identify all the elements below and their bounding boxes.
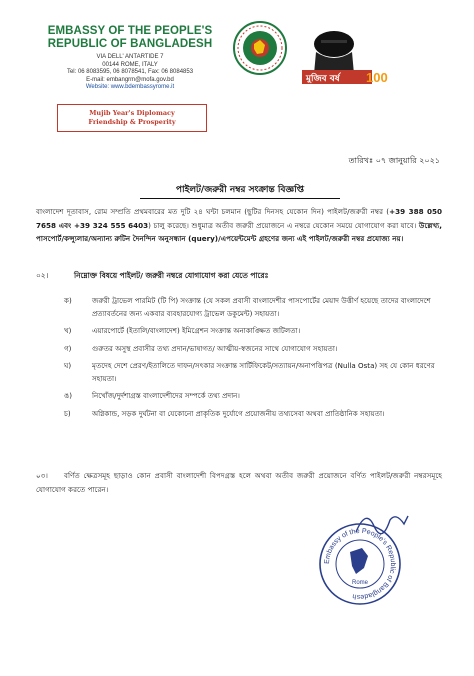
item-label: ঙ) — [64, 391, 72, 400]
section-2-title: নিম্নোক্ত বিষয়ে পাইলট/ জরুরী নম্বরে যোগাযোগ করা যেতে পারেঃ — [74, 271, 269, 280]
item-text: গুরুতর অসুস্থ প্রবাসীর তথ্য প্রদান/ভাষাগত/ আত্মীয়-স্বজনের সাথে যোগাযোগ সহায়তা। — [92, 343, 338, 353]
mujib-year-logo-icon — [296, 24, 392, 90]
slogan-line-1: Mujib Year's Diplomacy — [89, 109, 175, 117]
logo-bengali-text: মুজিব বর্ষ — [306, 74, 340, 84]
slogan-line-2: Friendship & Prosperity — [88, 118, 176, 126]
stamp-ring-text: Embassy of the People's Republic of Bangladesh — [323, 527, 397, 601]
list-item — [36, 408, 442, 421]
item-label: খ) — [64, 326, 72, 335]
slogan-box — [57, 104, 207, 132]
list-item — [36, 325, 442, 338]
item-text: মৃতদেহ দেশে প্রেরণ/ইতালিতে দাফন/সৎকার সংক্রান্ত সার্টিফিকেট/সত্যায়ন/অনাপত্তিপত্র (Nulla Osta) সহ যে কোন ধরণের সহায়তা। — [92, 361, 435, 383]
phone-fax: Tel: 06 8083595, 06 8078541, Fax: 06 8084853 — [66, 69, 194, 75]
section-2-heading — [36, 270, 442, 282]
item-label: গ) — [64, 343, 72, 353]
intro-text-a: বাংলাদেশ দূতাবাস, রোম সম্প্রতি প্রথমবারের মত দুটি ২৪ ঘন্টা চলমান (ছুটির দিনসহ যেকোন দিন) পাইলট/জরুরী নম্বর ( — [36, 207, 390, 216]
intro-bold-note: উল্লেখ্য, পাসপোর্ট/কন্স্যুলার/অন্যান্য রুটিন দৈনন্দিন অনুসন্ধান (query)/এপয়েন্টমেন্ট গ্রহণের জন্য এই পাইলট/জরুরী নম্বর প্রযোজ্য নয়। — [36, 220, 442, 243]
embassy-name: EMBASSY OF THE PEOPLE'S REPUBLIC OF BANGLADESH — [47, 25, 213, 50]
list-item — [36, 390, 442, 403]
government-seal-icon — [232, 20, 288, 76]
item-label: ক) — [64, 296, 72, 305]
section-2-list — [36, 295, 442, 425]
item-text: অগ্নিকান্ড, সড়ক দুর্ঘটনা বা যেকোনো প্রাকৃতিক দুর্যোগে প্রয়োজনীয় তথ্যসেবা অথবা প্রাতিষ্ঠানিক সহায়তা। — [92, 408, 385, 418]
list-item — [36, 295, 442, 320]
address-line-1: VIA DELL' ANTARTIDE 7 — [96, 54, 164, 60]
section-3-paragraph — [36, 469, 442, 496]
item-text: এয়ারপোর্টে (ইতালি/বাংলাদেশ) ইমিগ্রেশন সংক্রান্ত অনাকাঙ্ক্ষিত জটিলতা। — [92, 326, 301, 335]
section-3-number: ০৩। — [36, 471, 48, 480]
website-line: Website: www.bdembassyrome.it — [85, 84, 175, 90]
item-text: জরুরী ট্রাভেল পারমিট (টি পি) সংক্রান্ত (যে সকল প্রবাসী বাংলাদেশীর পাসপোর্টের মেয়াদ উত্তীর্ণ হয়েছে তাদের বাংলাদেশে প্রত্যাবর্তনের জন্য একবার ব্যবহারযোগ্য ট্রাভেল ডকুমেন্ট) সহায়তা। — [92, 296, 431, 318]
list-item — [36, 343, 442, 356]
embassy-address — [30, 54, 230, 92]
emergency-numbers: +39 388 050 7658 এবং +39 324 555 6403 — [36, 207, 442, 230]
list-item — [36, 360, 442, 385]
stamp-city: Rome — [351, 580, 369, 586]
section-3-text: বর্ণিত ক্ষেত্রসমূহ ছাড়াও কোন প্রবাসী বাংলাদেশী বিপদগ্রস্ত হলে অথবা অতীব জরুরী প্রয়োজনে বর্ণিত পাইলট/জরুরী নম্বরসমূহে যোগাযোগ করতে পারেন। — [36, 471, 442, 494]
item-text: নিখোঁজ/দুর্দশাগ্রস্ত বাংলাদেশীদের সম্পর্কে তথ্য প্রদান। — [92, 391, 240, 400]
section-2-number: ০২। — [36, 271, 49, 280]
notice-title: পাইলট/জরুরী নম্বর সংক্রান্ত বিজ্ঞপ্তি — [140, 182, 340, 199]
intro-text-b: ) চালু করেছে। শুধুমাত্র অতীব জরুরী প্রয়োজনে এ নম্বরে যেকোন সময়ে যোগাযোগ করা যাবে। — [148, 220, 419, 230]
issue-date: তারিখঃ ০৭ জানুয়ারি ২০২১ — [348, 156, 440, 165]
logo-number: 100 — [366, 70, 388, 85]
address-line-2: 00144 ROME, ITALY — [102, 61, 158, 68]
item-label: চ) — [64, 408, 71, 418]
item-label: ঘ) — [64, 361, 72, 370]
embassy-stamp-icon — [318, 522, 402, 606]
email-line: E-mail: embangrm@mofa.gov.bd — [86, 76, 174, 83]
intro-paragraph — [36, 205, 442, 246]
